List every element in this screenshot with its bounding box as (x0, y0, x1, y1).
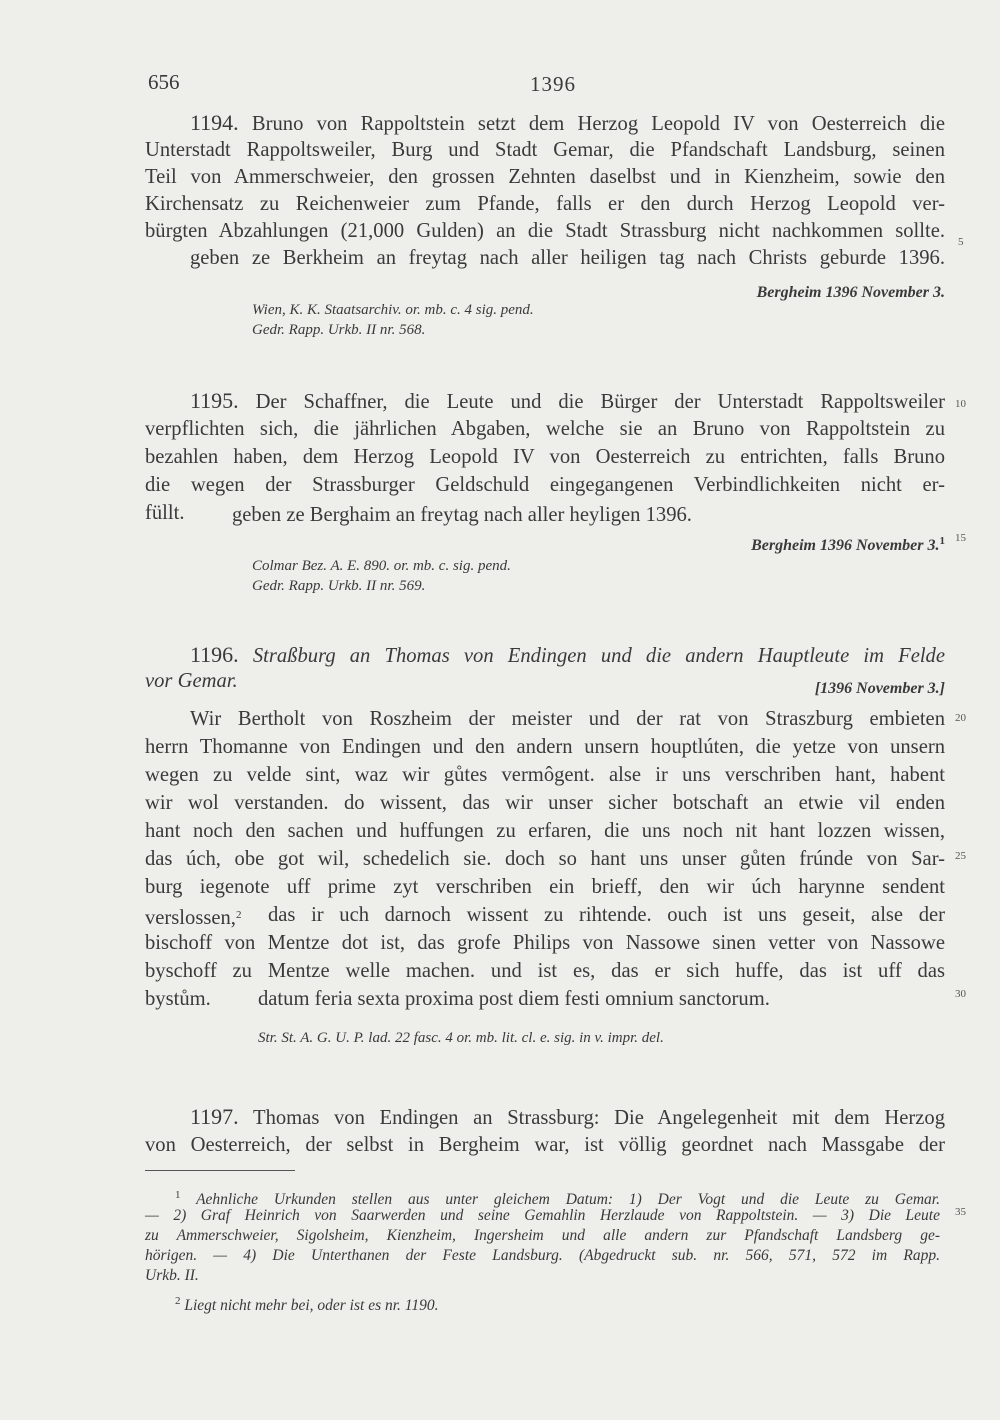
entry-1194-line: Teil von Ammerschweier, den grossen Zehnten daselbst und in Kienzheim, sowie den (145, 166, 945, 188)
entry-1196-line: burg iegenote uff prime zyt verschriben ein brieff, den wir úch harynne sendent (145, 876, 945, 898)
entry-text: Bruno von Rappoltstein setzt dem Herzog Leopold IV von Oesterreich die (251, 113, 945, 135)
footnote-1-line: hörigen. — 4) Die Unterthanen der Feste Landsburg. (Abgedruckt sub. nr. 566, 571, 572 im Rapp. (145, 1247, 940, 1264)
footnote-number: 2 (175, 1295, 181, 1307)
entry-number: 1196. (190, 642, 239, 667)
entry-number: 1197. (190, 1104, 239, 1129)
margin-line-number: 15 (955, 532, 966, 544)
margin-line-number: 25 (955, 850, 966, 862)
entry-1195-first-line (190, 388, 945, 415)
entry-1194-source: Gedr. Rapp. Urkb. II nr. 568. (252, 322, 426, 338)
page-number: 656 (148, 70, 180, 94)
date-text: Bergheim 1396 November 3. (751, 537, 940, 554)
entry-1196-closing: datum feria sexta proxima post diem festi omnium sanctorum. (258, 988, 770, 1010)
entry-1194-line: Kirchensatz zu Reichenweier zum Pfande, falls er den durch Herzog Leopold ver- (145, 193, 945, 215)
entry-1196-line-8b: das ir uch darnoch wissent zu rihtende. ouch ist uns geseit, alse der (268, 904, 945, 926)
footnote-text: Liegt nicht mehr bei, oder ist es nr. 1190. (184, 1297, 439, 1314)
entry-1195-date (600, 528, 945, 559)
margin-line-number: 10 (955, 398, 966, 410)
entry-1194-first-line (190, 110, 945, 137)
entry-1195-closing: geben ze Berghaim an freytag nach aller heyligen 1396. (232, 504, 692, 526)
entry-1195-last-line (145, 500, 184, 526)
entry-1195-line: verpflichten sich, die jährlichen Abgaben, welche sie an Bruno von Rappoltstein zu (145, 418, 945, 440)
footnote-1-line: — 2) Graf Heinrich von Saarwerden und seine Gemahlin Herzlaude von Rappoltstein. — 3) Die Leute (145, 1207, 940, 1224)
entry-text: verslossen, (145, 907, 236, 929)
entry-1196-line: das úch, obe got wil, schedelich sie. doch so hant uns unser gůten frúnde von Sar- (145, 848, 945, 870)
entry-1196-line: herrn Thomanne von Endingen und den andern unsern houptlúten, die yetze von unsern (145, 736, 945, 758)
entry-1196-line: byschoff zu Mentze welle machen. und ist es, das er sich huffe, das ist uff das (145, 960, 945, 982)
entry-text: Der Schaffner, die Leute und die Bürger der Unterstadt Rappoltsweiler (255, 391, 945, 413)
entry-1195-line: die wegen der Strassburger Geldschuld eingegangenen Verbindlichkeiten nicht er- (145, 474, 945, 496)
running-head-year: 1396 (530, 72, 576, 96)
entry-1196-last-a: bystům. (145, 988, 211, 1010)
entry-1196-line: hant noch den sachen und huffungen zu erfaren, die uns noch nit hant lozzen wissen, (145, 820, 945, 842)
entry-1194-date: Bergheim 1396 November 3. (756, 284, 945, 301)
entry-1196-date: [1396 November 3.] (814, 680, 945, 697)
footnote-ref: 2 (235, 909, 242, 921)
entry-number: 1194. (190, 110, 239, 135)
footnote-1-line: Urkb. II. (145, 1267, 199, 1284)
margin-line-number: 35 (955, 1206, 966, 1218)
entry-title-text: Straßburg an Thomas von Endingen und die andern Hauptleute im Felde (252, 645, 945, 667)
entry-1194-line: Unterstadt Rappoltsweiler, Burg und Stadt Gemar, die Pfandschaft Landsburg, seinen (145, 139, 945, 161)
entry-1196-source: Str. St. A. G. U. P. lad. 22 fasc. 4 or. mb. lit. cl. e. sig. in v. impr. del. (258, 1030, 664, 1046)
entry-1196-line: bischoff von Mentze dot ist, das grofe Philips von Nassowe sinen vetter von Nassowe (145, 932, 945, 954)
entry-1196-line-8a (145, 902, 241, 931)
entry-1194-line: bürgten Abzahlungen (21,000 Gulden) an die Stadt Strassburg nicht nachkommen sollte. (145, 220, 945, 242)
footnote-1-line: zu Ammerschweier, Sigolsheim, Kienzheim, Ingersheim und alle andern zur Pfandschaft Landsberg ge- (145, 1227, 940, 1244)
entry-1195-line: bezahlen haben, dem Herzog Leopold IV von Oesterreich zu entrichten, falls Bruno (145, 446, 945, 468)
entry-1195-source: Colmar Bez. A. E. 890. or. mb. c. sig. pend. (252, 558, 511, 574)
margin-line-number: 30 (955, 988, 966, 1000)
entry-1194-source: Wien, K. K. Staatsarchiv. or. mb. c. 4 sig. pend. (252, 302, 534, 318)
margin-line-number: 5 (958, 236, 964, 248)
entry-1195-source: Gedr. Rapp. Urkb. II nr. 569. (252, 578, 426, 594)
entry-text: Thomas von Endingen an Strassburg: Die Angelegenheit mit dem Herzog (252, 1107, 945, 1129)
entry-1194-closing: geben ze Berkheim an freytag nach aller heiligen tag nach Christs geburde 1396. (190, 247, 945, 269)
footnote-2 (175, 1292, 439, 1315)
entry-text: füllt. (145, 502, 185, 524)
footnote-text: Aehnliche Urkunden stellen aus unter gleichem Datum: 1) Der Vogt und die Leute zu Gemar. (196, 1191, 940, 1208)
footnote-number: 1 (175, 1189, 181, 1201)
footnote-ref: 1 (939, 535, 945, 547)
footnote-rule (145, 1170, 295, 1171)
entry-number: 1195. (190, 388, 239, 413)
margin-line-number: 20 (955, 712, 966, 724)
entry-1196-line: Wir Bertholt von Roszheim der meister und der rat von Straszburg embieten (190, 708, 945, 730)
entry-1196-line: wegen zu velde sint, waz wir gůtes vermôgent. alse ir uns verschriben hant, habent (145, 764, 945, 786)
entry-1197-line: von Oesterreich, der selbst in Bergheim war, ist völlig geordnet nach Massgabe der (145, 1134, 945, 1156)
entry-1197-first-line (190, 1104, 945, 1131)
entry-1196-title-cont: vor Gemar. (145, 670, 238, 692)
entry-1196-line: wir wol verstanden. do wissent, das wir unser sicher botschaft an etwie vil enden (145, 792, 945, 814)
entry-1196-title (190, 642, 945, 669)
